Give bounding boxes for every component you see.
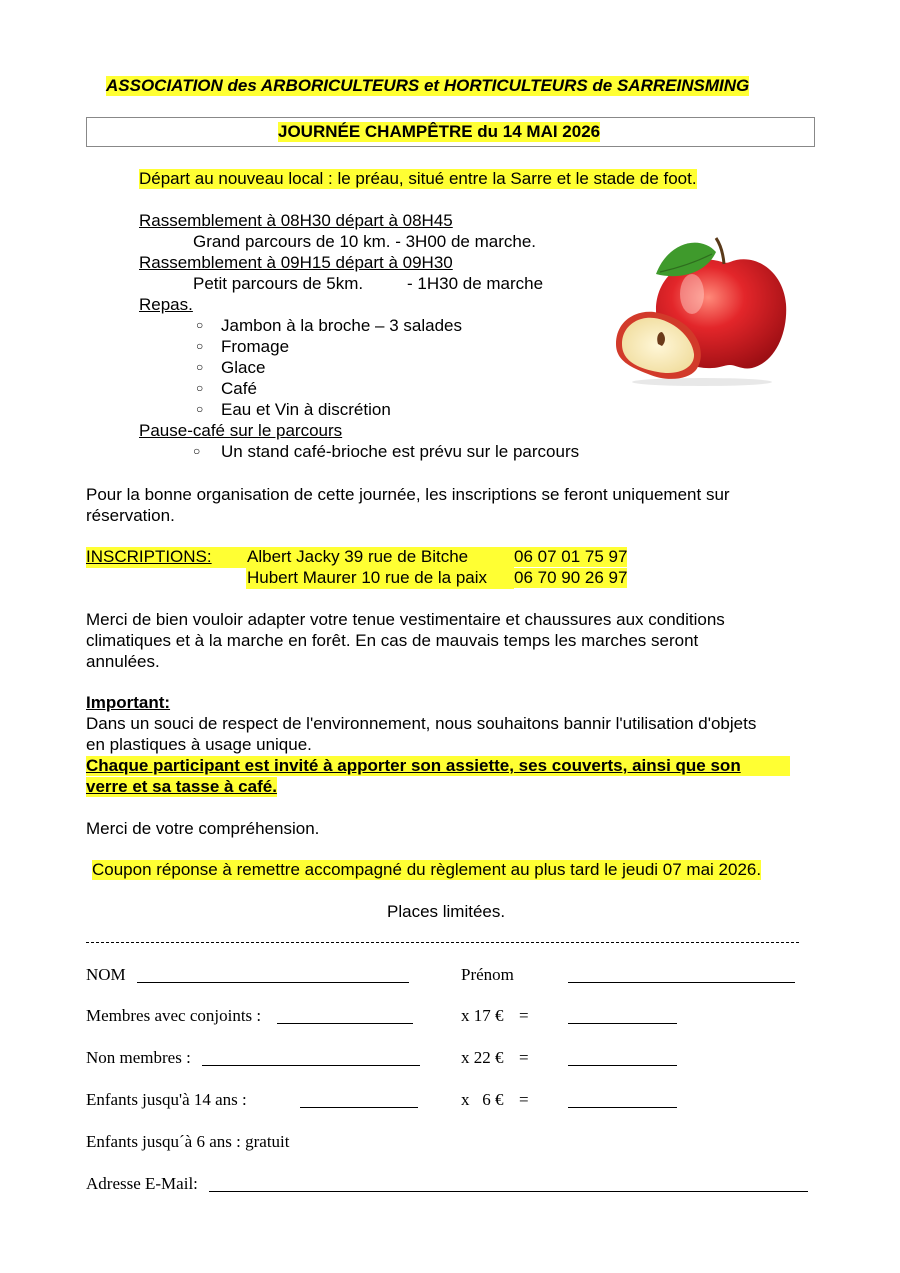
- non-members-field[interactable]: [202, 1065, 420, 1066]
- meal-item: Eau et Vin à discrétion: [221, 400, 391, 419]
- clothing-line-1: Merci de bien vouloir adapter votre tenue vestimentaire et chaussures aux conditions: [86, 610, 725, 629]
- contact-name: Albert Jacky 39 rue de Bitche: [247, 547, 469, 566]
- bullet-icon: ○: [193, 444, 201, 458]
- association-title: ASSOCIATION des ARBORICULTEURS et HORTICULTEURS de SARREINSMING: [106, 76, 750, 95]
- bullet-icon: ○: [196, 402, 204, 416]
- bullet-icon: ○: [196, 318, 204, 332]
- equals-sign: =: [519, 1048, 529, 1067]
- children-14-field[interactable]: [300, 1107, 418, 1108]
- important-line-2: en plastiques à usage unique.: [86, 735, 312, 754]
- bullet-icon: ○: [196, 381, 204, 395]
- important-bold-line-1: Chaque participant est invité à apporter son assiette, ses couverts, ainsi que son: [86, 756, 790, 776]
- email-label: Adresse E-Mail:: [86, 1174, 198, 1193]
- clothing-line-2: climatiques et à la marche en forêt. En cas de mauvais temps les marches seront: [86, 631, 699, 650]
- contact-phone: 06 70 90 26 97: [514, 568, 628, 587]
- members-price: x 17 €: [461, 1006, 504, 1025]
- coupon-notice: Coupon réponse à remettre accompagné du règlement au plus tard le jeudi 07 mai 2026.: [92, 860, 762, 879]
- organisation-line-2: réservation.: [86, 506, 175, 525]
- clothing-line-3: annulées.: [86, 652, 160, 671]
- members-total-field[interactable]: [568, 1023, 677, 1024]
- non-members-label: Non membres :: [86, 1048, 191, 1067]
- members-label: Membres avec conjoints :: [86, 1006, 262, 1025]
- prenom-label: Prénom: [461, 965, 514, 984]
- thanks-text: Merci de votre compréhension.: [86, 819, 320, 838]
- bullet-icon: ○: [196, 360, 204, 374]
- meal-item: Fromage: [221, 337, 290, 356]
- children-14-label: Enfants jusqu'à 14 ans :: [86, 1090, 247, 1109]
- break-item: Un stand café-brioche est prévu sur le parcours: [221, 442, 580, 461]
- non-members-total-field[interactable]: [568, 1065, 677, 1066]
- meal-heading: Repas.: [139, 295, 193, 314]
- equals-sign: =: [519, 1090, 529, 1109]
- children-6-label: Enfants jusqu´à 6 ans : gratuit: [86, 1132, 290, 1151]
- apple-illustration: [612, 232, 792, 387]
- children-14-total-field[interactable]: [568, 1107, 677, 1108]
- contact-phone: 06 07 01 75 97: [514, 547, 628, 566]
- departure-text: Départ au nouveau local : le préau, situé entre la Sarre et le stade de foot.: [139, 169, 697, 188]
- event-title: JOURNÉE CHAMPÊTRE du 14 MAI 2026: [278, 122, 601, 141]
- important-bold-line-2: verre et sa tasse à café.: [86, 777, 277, 796]
- important-heading: Important:: [86, 693, 171, 712]
- organisation-line-1: Pour la bonne organisation de cette journée, les inscriptions se feront uniquement sur: [86, 485, 730, 504]
- route-2-b: - 1H30 de marche: [407, 274, 544, 293]
- bullet-icon: ○: [196, 339, 204, 353]
- contact-name: Hubert Maurer 10 rue de la paix: [247, 568, 488, 587]
- email-field[interactable]: [209, 1191, 808, 1192]
- nom-label: NOM: [86, 965, 126, 984]
- meal-item: Café: [221, 379, 257, 398]
- meal-item: Glace: [221, 358, 266, 377]
- route-1: Grand parcours de 10 km. - 3H00 de marche.: [193, 232, 536, 251]
- break-heading: Pause-café sur le parcours: [139, 421, 343, 440]
- children-14-price: x 6 €: [461, 1090, 504, 1109]
- important-line-1: Dans un souci de respect de l'environnement, nous souhaitons bannir l'utilisation d'objets: [86, 714, 757, 733]
- places-limited: Places limitées.: [387, 902, 506, 921]
- equals-sign: =: [519, 1006, 529, 1025]
- non-members-price: x 22 €: [461, 1048, 504, 1067]
- cut-line: [86, 942, 799, 943]
- gathering-1: Rassemblement à 08H30 départ à 08H45: [139, 211, 453, 230]
- inscriptions-label: INSCRIPTIONS:: [86, 547, 212, 566]
- gathering-2: Rassemblement à 09H15 départ à 09H30: [139, 253, 453, 272]
- route-2-a: Petit parcours de 5km.: [193, 274, 364, 293]
- nom-field[interactable]: [137, 982, 409, 983]
- meal-item: Jambon à la broche – 3 salades: [221, 316, 462, 335]
- prenom-field[interactable]: [568, 982, 795, 983]
- members-field[interactable]: [277, 1023, 413, 1024]
